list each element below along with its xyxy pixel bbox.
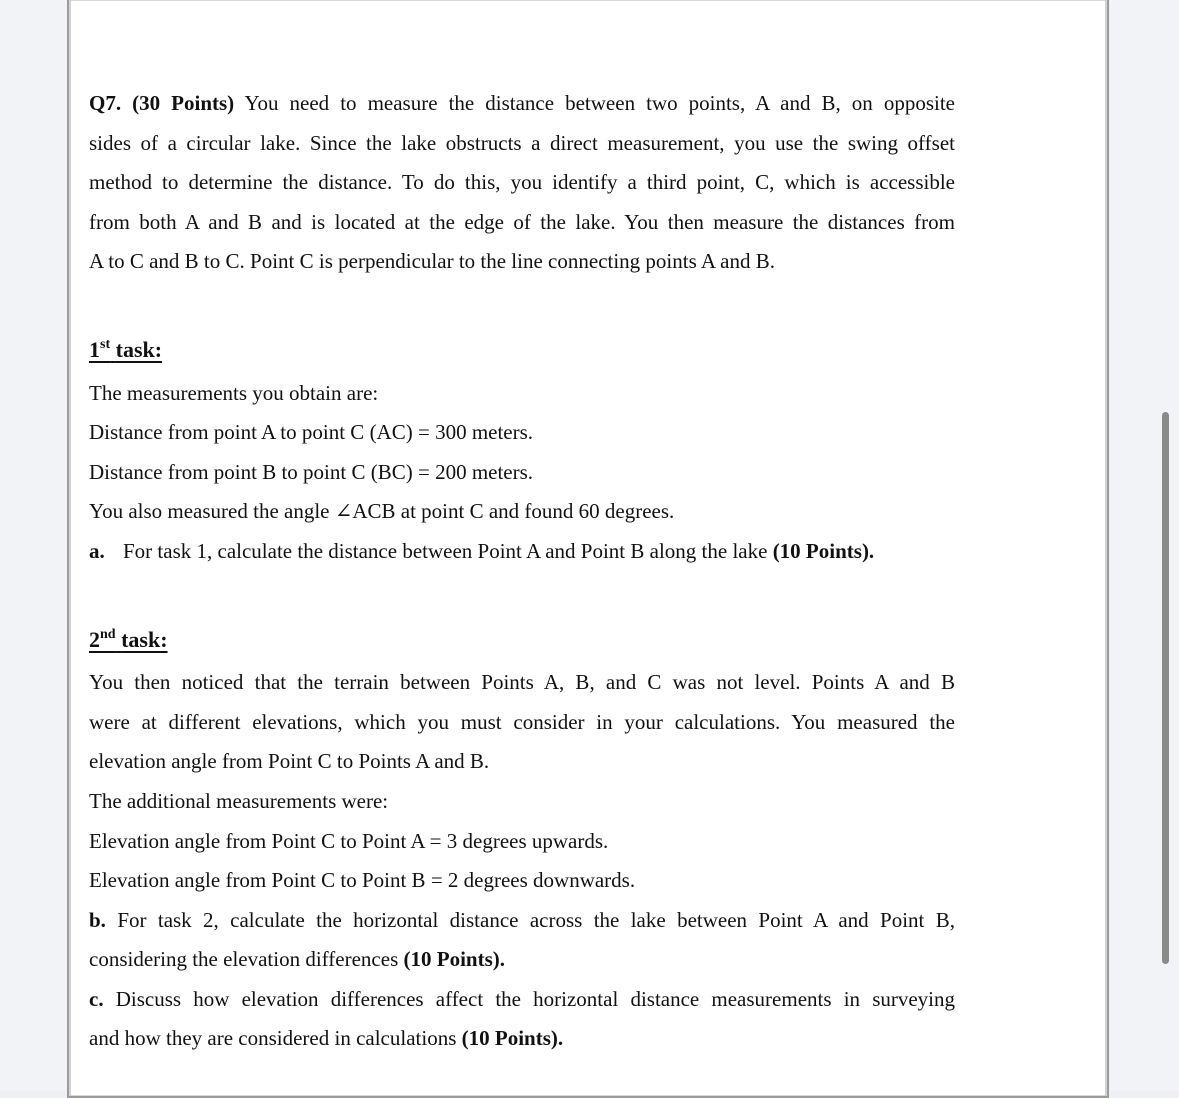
question-intro-text-1: You need to measure the distance between two points, A and B, on opposite [244,91,955,115]
item-a-text: For task 1, calculate the distance between Point A and Point B along the lake [123,538,768,563]
item-b-text-1: For task 2, calculate the horizontal distance across the lake between Point A and Point B, [117,907,955,932]
item-b-label: b. [89,907,106,932]
vertical-scrollbar[interactable] [1159,0,1171,1090]
question-line-1 [89,84,955,124]
task1-line-3: Distance from point B to point C (BC) = 200 meters. [89,459,534,484]
task1-line-4: You also measured the angle ∠ACB at point C and found 60 degrees. [89,499,675,524]
task2-line-2: Elevation angle from Point C to Point A = 3 degrees upwards. [89,828,609,853]
task2-item-c-line-2 [89,1019,955,1059]
left-gutter [0,0,67,1090]
task2-heading-sup: nd [100,626,116,642]
question-line-5: A to C and B to C. Point C is perpendicular to the line connecting points A and B. [89,249,775,274]
item-a-label: a. [89,538,105,563]
task1-line-1: The measurements you obtain are: [89,380,379,405]
task2-intro-line-1: You then noticed that the terrain between Points A, B, and C was not level. Points A and B [89,670,955,695]
question-line-3: method to determine the distance. To do this, you identify a third point, C, which is accessible [89,170,955,195]
task1-heading-word: task: [115,336,163,362]
item-c-points: (10 Points). [461,1026,564,1051]
task1-heading-num: 1 [89,336,100,362]
question-line-4: from both A and B and is located at the edge of the lake. You then measure the distances from [89,209,955,234]
task2-line-3: Elevation angle from Point C to Point B = 2 degrees downwards. [89,868,636,893]
item-a-points: (10 Points). [772,538,875,563]
task1-item-a [89,532,955,572]
question-label: Q7. [89,91,122,115]
task2-item-b-line-1 [89,901,955,941]
task2-item-b-line-2 [89,940,955,980]
item-c-text-1: Discuss how elevation differences affect the horizontal distance measurements in surveying [115,986,956,1011]
task2-intro-line-3: elevation angle from Point C to Points A and B. [89,749,490,774]
task2-heading-num: 2 [89,626,100,652]
question-intro [89,84,955,282]
item-b-points: (10 Points). [403,947,505,972]
task1-line-2: Distance from point A to point C (AC) = 300 meters. [89,420,534,445]
question-line-2: sides of a circular lake. Since the lake obstructs a direct measurement, you use the swing offset [89,130,955,155]
task1-heading-sup: st [100,336,111,352]
scrollbar-thumb[interactable] [1162,412,1169,964]
question-points: (30 Points) [132,91,235,115]
item-c-label: c. [89,986,104,1011]
task2-item-c-line-1 [89,980,955,1020]
item-c-text-2: and how they are considered in calculations [89,1026,457,1051]
document-content [89,84,955,1059]
item-b-text-2: considering the elevation differences [89,947,399,972]
task2-intro-line-2: were at different elevations, which you must consider in your calculations. You measured the [89,709,955,734]
task2-heading [89,620,955,660]
task2-heading-word: task: [121,626,168,652]
task1-heading [89,330,955,370]
task2-line-1: The additional measurements were: [89,788,389,813]
